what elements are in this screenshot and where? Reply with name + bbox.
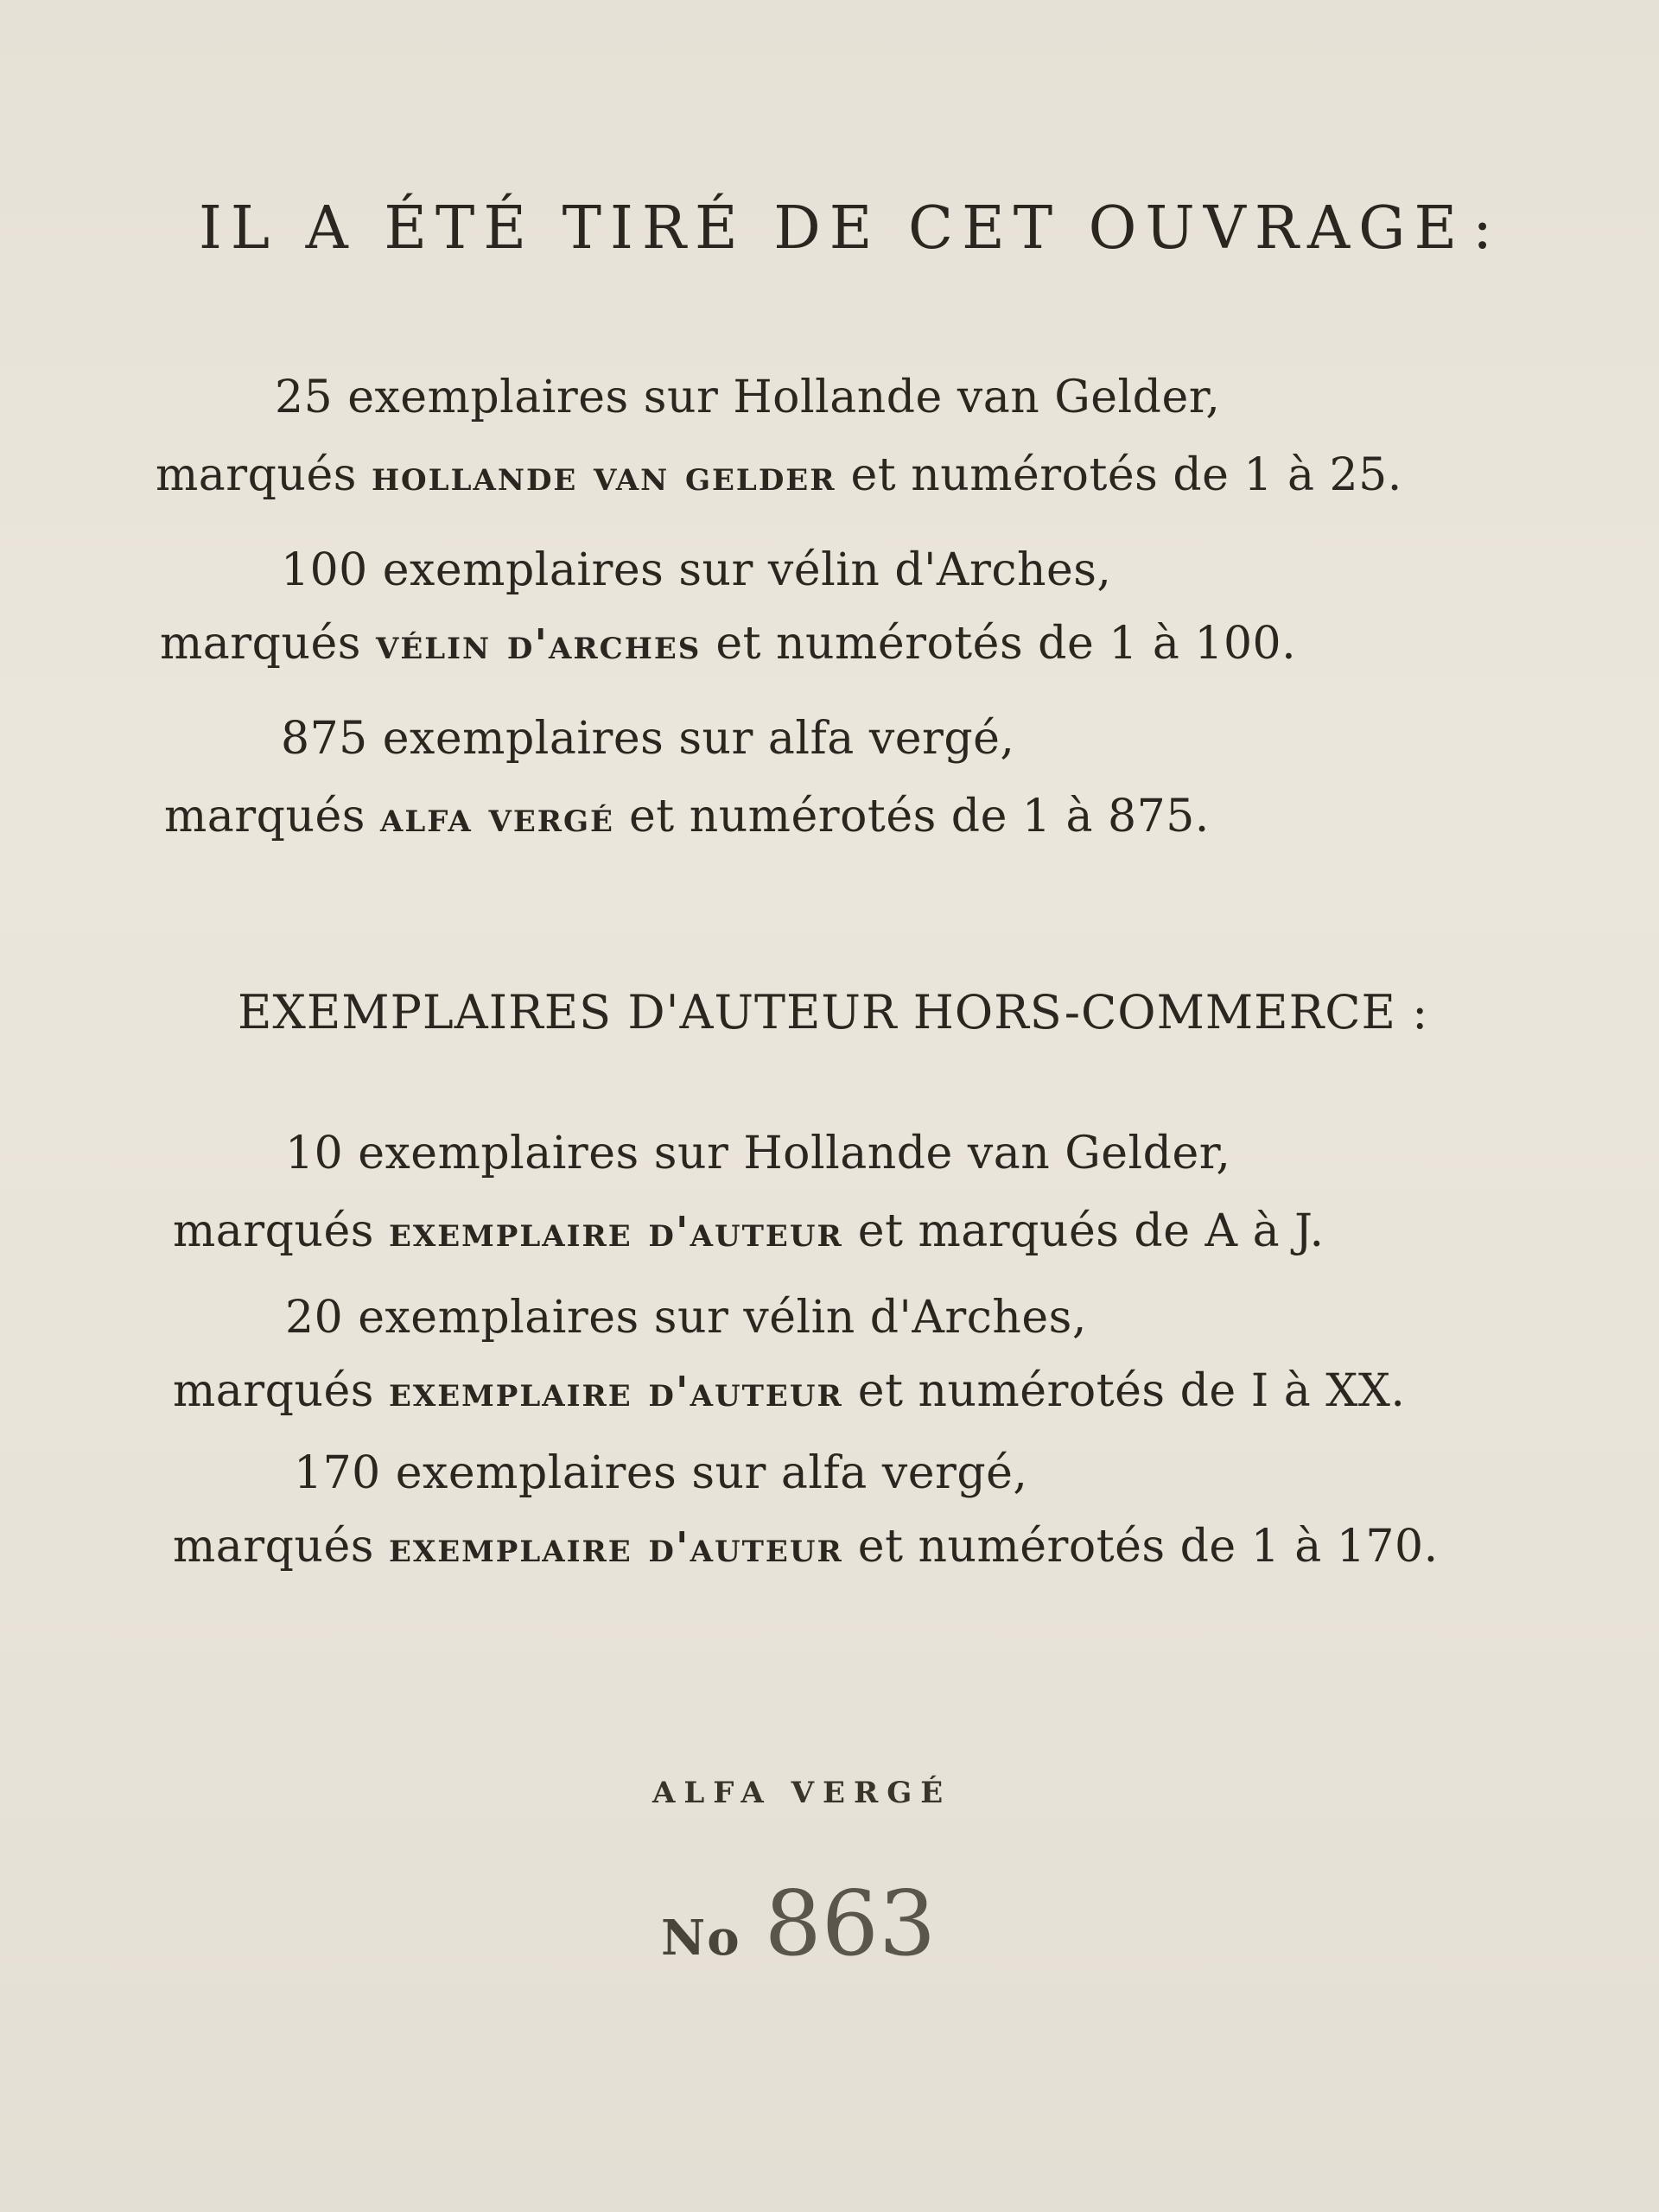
author-edition-count-line: 170 exemplaires sur alfa vergé, bbox=[294, 1447, 1028, 1499]
edition-mark-line bbox=[156, 449, 1402, 501]
number-prefix: No bbox=[661, 1910, 741, 1967]
author-edition-mark-line bbox=[173, 1205, 1324, 1257]
mark-prefix: marqués bbox=[156, 449, 357, 501]
author-edition-mark: exemplaire d'auteur bbox=[388, 1523, 843, 1572]
mark-prefix: marqués bbox=[173, 1521, 374, 1573]
edition-mark-line bbox=[160, 618, 1296, 670]
title-colon: : bbox=[1472, 194, 1502, 263]
mark-suffix: et numérotés de 1 à 100. bbox=[715, 618, 1297, 670]
mark-suffix: et numérotés de 1 à 170. bbox=[857, 1521, 1439, 1573]
edition-count-line: 25 exemplaires sur Hollande van Gelder, bbox=[275, 372, 1221, 423]
mark-suffix: et numérotés de I à XX. bbox=[857, 1365, 1406, 1417]
copy-number bbox=[661, 1871, 936, 1976]
number-value: 863 bbox=[764, 1871, 937, 1976]
author-edition-mark: exemplaire d'auteur bbox=[388, 1208, 843, 1256]
author-edition-mark-line bbox=[173, 1521, 1439, 1573]
edition-mark: vélin d'arches bbox=[375, 620, 702, 669]
author-edition-mark: exemplaire d'auteur bbox=[388, 1368, 843, 1416]
mark-suffix: et marqués de A à J. bbox=[857, 1205, 1325, 1257]
page-title bbox=[199, 194, 1512, 263]
edition-mark-line bbox=[164, 791, 1210, 842]
author-edition-count-line: 20 exemplaires sur vélin d'Arches, bbox=[285, 1292, 1087, 1344]
edition-count-line: 875 exemplaires sur alfa vergé, bbox=[281, 713, 1015, 765]
mark-prefix: marqués bbox=[160, 618, 361, 670]
mark-prefix: marqués bbox=[164, 791, 365, 842]
author-edition-count-line: 10 exemplaires sur Hollande van Gelder, bbox=[285, 1128, 1231, 1179]
mark-suffix: et numérotés de 1 à 875. bbox=[629, 791, 1210, 842]
edition-mark: hollande van gelder bbox=[371, 452, 836, 500]
author-section-title: EXEMPLAIRES D'AUTEUR HORS-COMMERCE : bbox=[238, 985, 1429, 1039]
edition-count-line: 100 exemplaires sur vélin d'Arches, bbox=[281, 544, 1112, 596]
title-text: IL A ÉTÉ TIRÉ DE CET OUVRAGE bbox=[199, 194, 1466, 263]
author-edition-mark-line bbox=[173, 1365, 1405, 1417]
mark-prefix: marqués bbox=[173, 1365, 374, 1417]
edition-mark: alfa vergé bbox=[379, 793, 614, 842]
mark-prefix: marqués bbox=[173, 1205, 374, 1257]
copy-paper-label: ALFA VERGÉ bbox=[652, 1776, 952, 1810]
mark-suffix: et numérotés de 1 à 25. bbox=[850, 449, 1402, 501]
